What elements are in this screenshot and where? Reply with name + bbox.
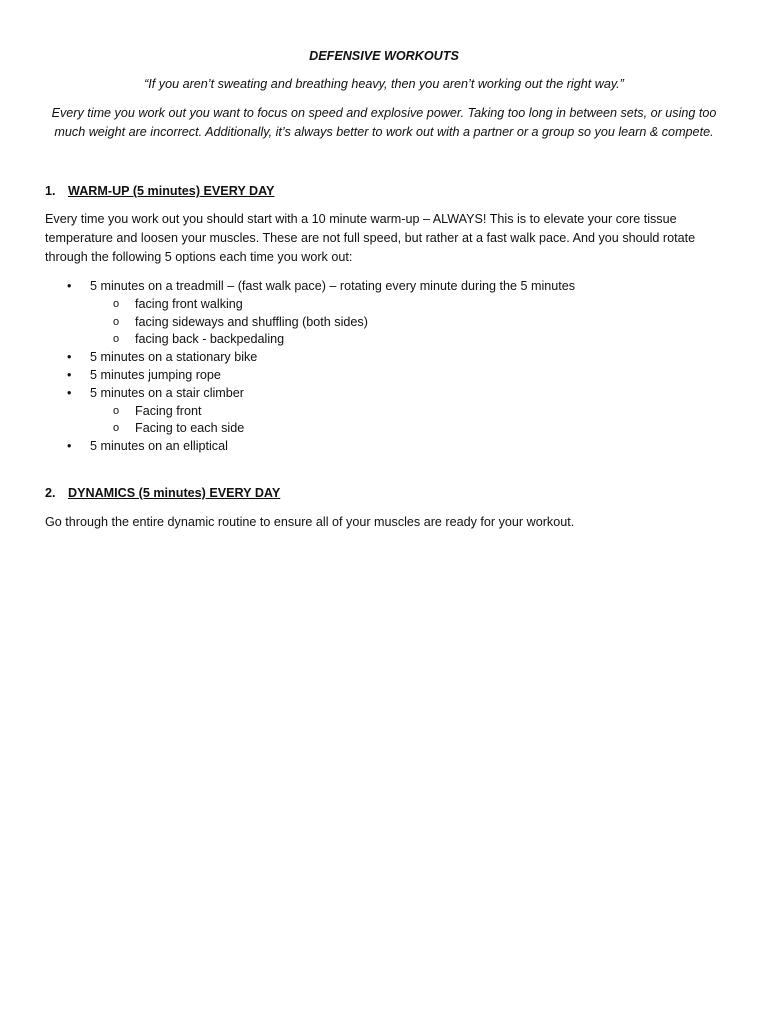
sub-bullet-marker: o	[113, 298, 120, 310]
list-item-text: 5 minutes on a stationary bike	[90, 350, 258, 364]
list-item-text: Facing to each side	[135, 421, 245, 435]
sub-bullet-marker: o	[113, 333, 120, 345]
list-item-text: 5 minutes on a treadmill – (fast walk pace) – rotating every minute during the 5 minutes	[90, 279, 576, 293]
section-1-heading	[45, 182, 274, 200]
section-1-body: Every time you work out you should start with a 10 minute warm-up – ALWAYS! This is to elevate your core tissue temperature and loosen your muscles. These are not full speed, but rather at a fast walk pace. And you should rotate through the following 5 options each time you work out:	[45, 212, 696, 264]
bullet-marker: •	[67, 350, 72, 364]
sub-bullet-marker: o	[113, 405, 120, 417]
list-item-text: 5 minutes on an elliptical	[90, 439, 228, 453]
section-2-title: DYNAMICS (5 minutes) EVERY DAY	[68, 486, 281, 500]
list-item-text: 5 minutes on a stair climber	[90, 386, 244, 400]
list-item-text: Facing front	[135, 404, 202, 418]
bullet-marker: •	[67, 279, 72, 293]
bullet-marker: •	[67, 386, 72, 400]
section-1-title: WARM-UP (5 minutes) EVERY DAY	[68, 184, 275, 198]
section-2-body: Go through the entire dynamic routine to ensure all of your muscles are ready for your workout.	[45, 515, 575, 529]
list-item-text: 5 minutes jumping rope	[90, 368, 221, 382]
section-2-number: 2.	[45, 486, 56, 500]
list-item-text: facing back - backpedaling	[135, 332, 285, 346]
section-2-heading	[45, 484, 280, 502]
intro-paragraph: Every time you work out you want to focus on speed and explosive power. Taking too long in between sets, or using too much weight are incorrect. Additionally, it’s always better to work out with a partner or a group so you learn & compete.	[51, 106, 717, 139]
sub-bullet-marker: o	[113, 316, 120, 328]
bullet-marker: •	[67, 439, 72, 453]
quote-line: “If you aren’t sweating and breathing heavy, then you aren’t working out the right way.”	[144, 77, 624, 91]
list-item-text: facing sideways and shuffling (both sides)	[135, 315, 368, 329]
sub-bullet-marker: o	[113, 422, 120, 434]
section-1-number: 1.	[45, 184, 56, 198]
document-title: DEFENSIVE WORKOUTS	[309, 49, 459, 63]
bullet-marker: •	[67, 368, 72, 382]
list-item-text: facing front walking	[135, 297, 243, 311]
